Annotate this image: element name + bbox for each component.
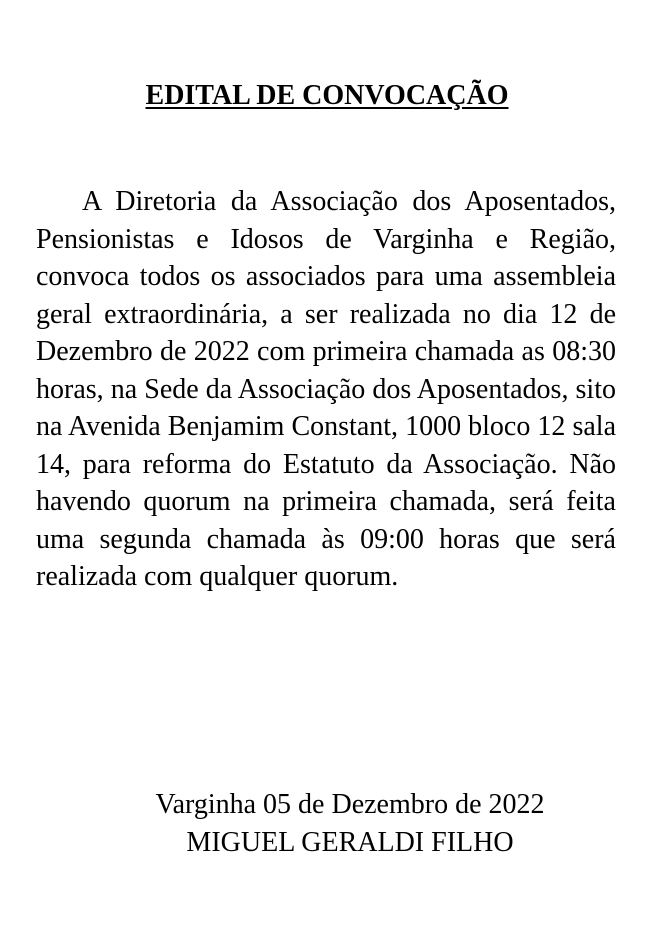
place-and-date: Varginha 05 de Dezembro de 2022 xyxy=(155,789,545,820)
signature-block xyxy=(70,786,630,862)
document-title: EDITAL DE CONVOCAÇÃO xyxy=(145,80,509,111)
convocation-paragraph: A Diretoria da Associação dos Aposentados, Pensionistas e Idosos de Varginha e Região, convoca todos os associados para uma assembleia geral extraordinária, a ser realizada no dia 12 de Dezembro de 2022 com primeira chamada as 08:30 horas, na Sede da Associação dos Aposentados, sito na Avenida Benjamim Constant, 1000 bloco 12 sala 14, para reforma do Estatuto da Associação. Não havendo quorum na primeira chamada, será feita uma segunda chamada às 09:00 horas que será realizada com qualquer quorum. xyxy=(36,186,616,592)
signatory-name: MIGUEL GERALDI FILHO xyxy=(186,827,514,858)
